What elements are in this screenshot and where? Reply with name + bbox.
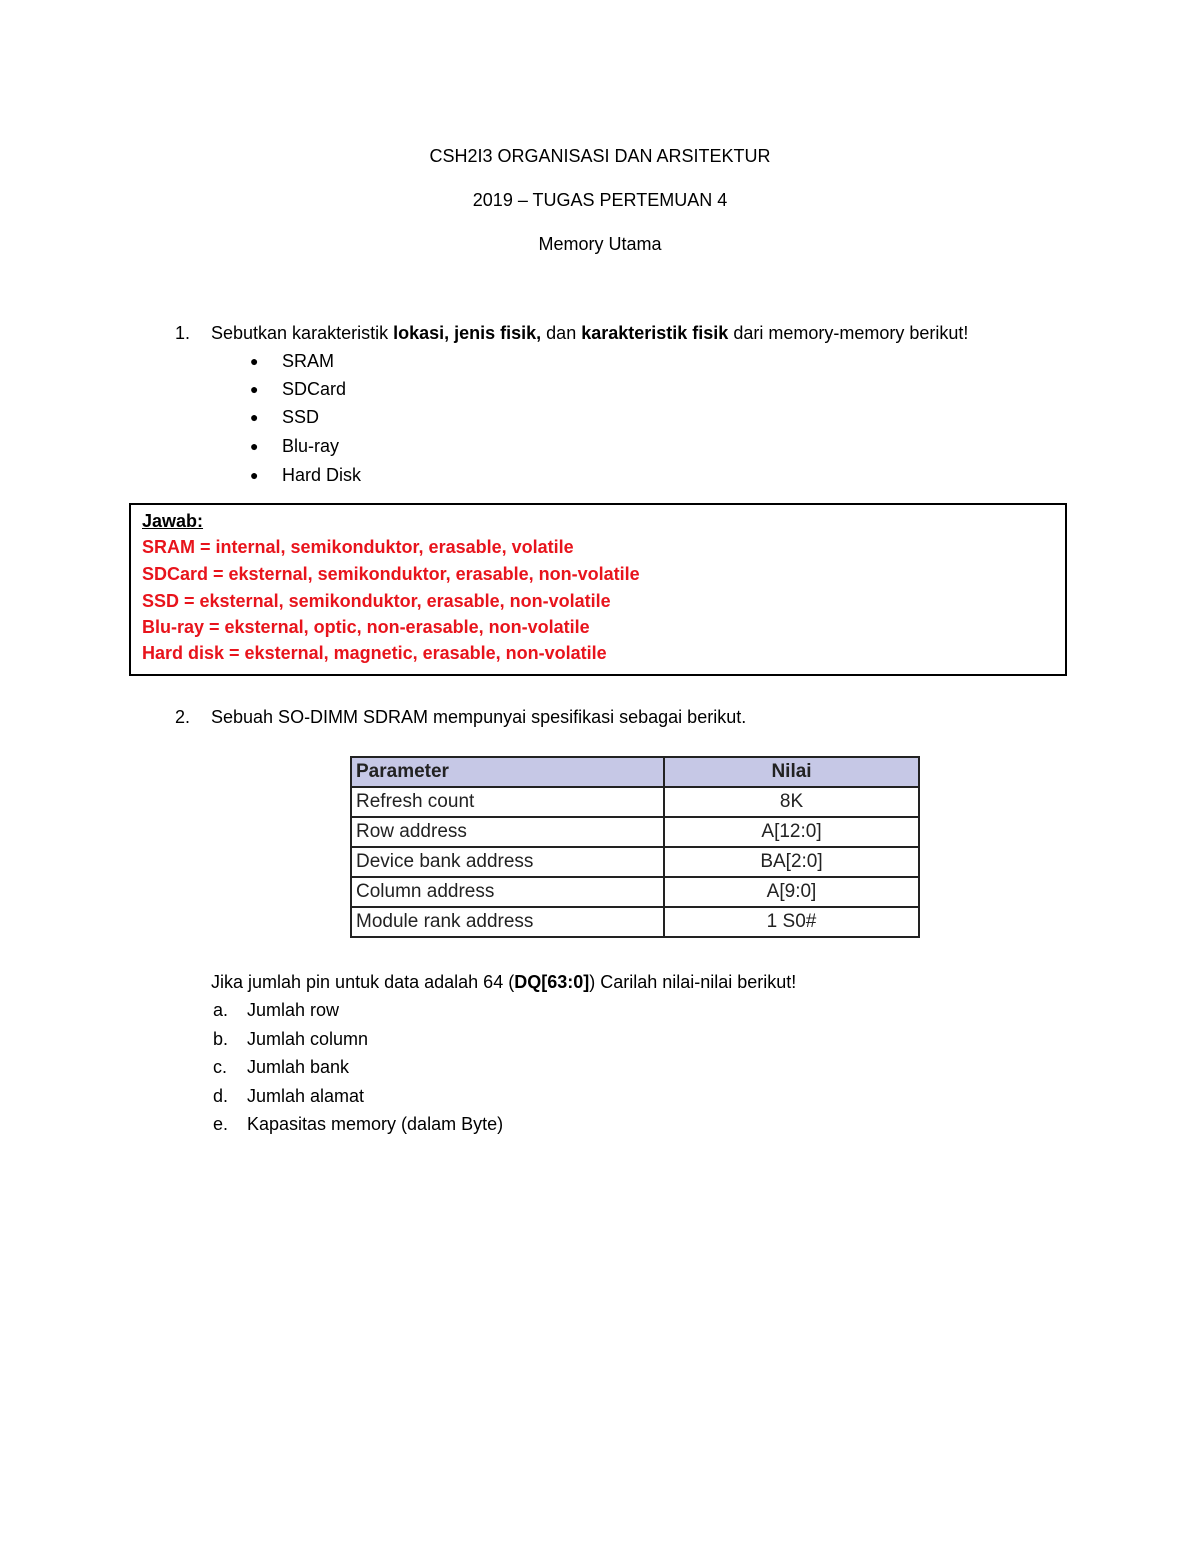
sub-item-letter: a.	[213, 1000, 229, 1020]
table-cell-value: BA[2:0]	[664, 847, 919, 877]
sub-item-text: Jumlah alamat	[247, 1086, 365, 1106]
list-item-text: Hard Disk	[282, 465, 362, 485]
question-2-followup	[211, 972, 796, 993]
table-row	[351, 847, 919, 877]
answer-line: Hard disk = eksternal, magnetic, erasable, non-volatile	[142, 643, 607, 663]
q1-bold-location-type: lokasi, jenis fisik,	[393, 323, 542, 343]
sub-item-letter: e.	[213, 1114, 229, 1134]
sub-item-letter: d.	[213, 1086, 229, 1106]
question-1-text	[211, 323, 968, 344]
table-cell-parameter: Row address	[351, 817, 664, 847]
list-item-text: Blu-ray	[282, 436, 340, 456]
list-item-text: SDCard	[282, 379, 347, 399]
q1-text-part1: Sebutkan karakteristik	[211, 323, 394, 343]
table-cell-parameter: Column address	[351, 877, 664, 907]
q1-bold-characteristics: karakteristik fisik	[581, 323, 729, 343]
bullet-icon: ●	[250, 409, 259, 425]
table-row	[351, 877, 919, 907]
answer-title: Jawab:	[142, 511, 204, 531]
table-cell-parameter: Refresh count	[351, 787, 664, 817]
q1-text-part2: dan	[541, 323, 582, 343]
question-2-text: Sebuah SO-DIMM SDRAM mempunyai spesifikasi sebagai berikut.	[211, 707, 747, 727]
table-cell-value: A[12:0]	[664, 817, 919, 847]
answer-line: SRAM = internal, semikonduktor, erasable, volatile	[142, 537, 574, 557]
table-cell-value: 1 S0#	[664, 907, 919, 937]
followup-bold: DQ[63:0]	[514, 972, 590, 992]
q1-text-part3: dari memory-memory berikut!	[728, 323, 969, 343]
answer-line: SSD = eksternal, semikonduktor, erasable, non-volatile	[142, 591, 611, 611]
table-cell-parameter: Module rank address	[351, 907, 664, 937]
list-item-text: SSD	[282, 407, 320, 427]
table-cell-parameter: Device bank address	[351, 847, 664, 877]
sub-item-text: Jumlah column	[247, 1029, 369, 1049]
bullet-icon: ●	[250, 438, 259, 454]
question-2-number: 2.	[175, 707, 191, 727]
question-1-number: 1.	[175, 323, 191, 343]
sub-item-text: Jumlah row	[247, 1000, 340, 1020]
bullet-icon: ●	[250, 467, 259, 483]
table-header-row	[351, 757, 919, 787]
table-row	[351, 787, 919, 817]
bullet-icon: ●	[250, 381, 259, 397]
table-cell-value: A[9:0]	[664, 877, 919, 907]
bullet-icon: ●	[250, 353, 259, 369]
answer-box	[129, 503, 1067, 676]
list-item-text: SRAM	[282, 351, 335, 371]
spec-table	[350, 756, 920, 938]
table-row	[351, 817, 919, 847]
table-header-value: Nilai	[664, 757, 919, 787]
sub-item-letter: c.	[213, 1057, 228, 1077]
answer-line: SDCard = eksternal, semikonduktor, erasable, non-volatile	[142, 564, 640, 584]
course-title: CSH2I3 ORGANISASI DAN ARSITEKTUR	[429, 146, 771, 166]
table-row	[351, 907, 919, 937]
table-cell-value: 8K	[664, 787, 919, 817]
sub-item-letter: b.	[213, 1029, 229, 1049]
topic-title: Memory Utama	[538, 234, 662, 254]
table-header-parameter: Parameter	[351, 757, 664, 787]
followup-part2: ) Carilah nilai-nilai berikut!	[589, 972, 797, 992]
sub-item-text: Jumlah bank	[247, 1057, 350, 1077]
assignment-title: 2019 – TUGAS PERTEMUAN 4	[472, 190, 728, 210]
answer-line: Blu-ray = eksternal, optic, non-erasable, non-volatile	[142, 617, 590, 637]
sub-item-text: Kapasitas memory (dalam Byte)	[247, 1114, 504, 1134]
followup-part1: Jika jumlah pin untuk data adalah 64 (	[211, 972, 515, 992]
